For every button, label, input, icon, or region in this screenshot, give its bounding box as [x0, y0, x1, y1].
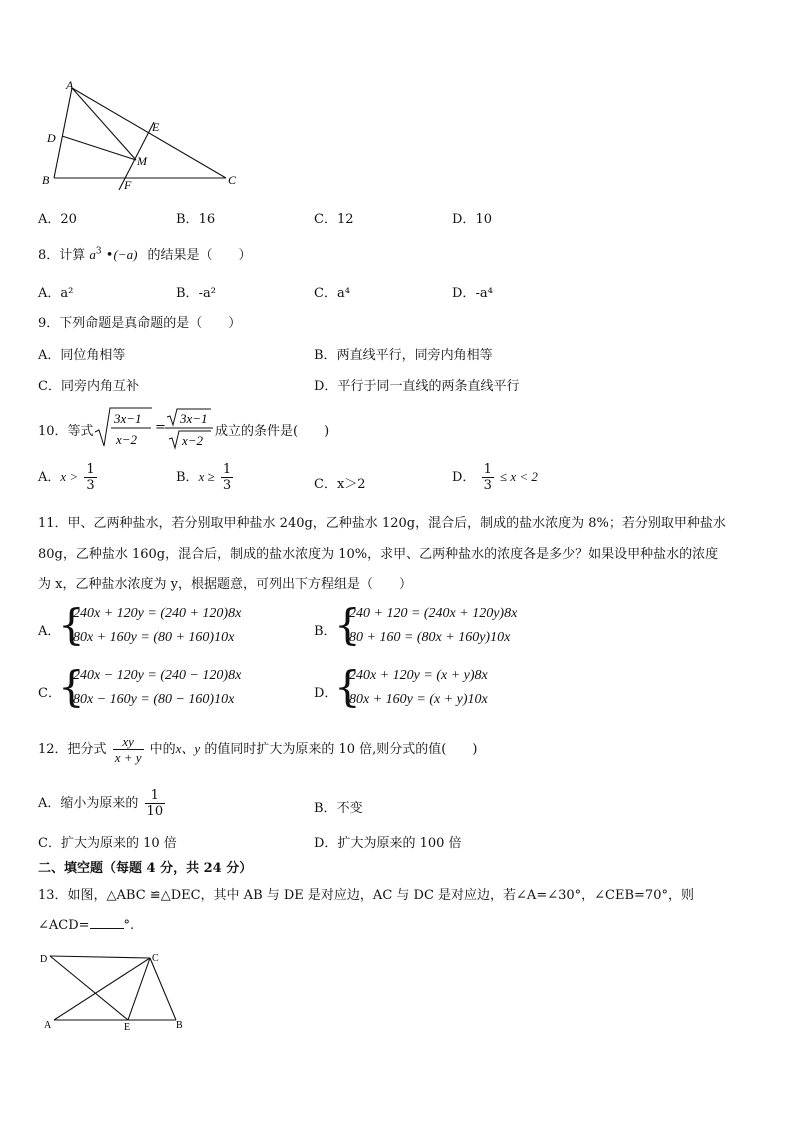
segment-cb [150, 958, 176, 1020]
q10-option-d: D． $\frac{1}{3}$ ≤ x < 2 [452, 462, 538, 493]
label-b: B [176, 1020, 183, 1031]
congruent-triangles-figure [36, 948, 196, 1032]
q10-option-c: C．x＞2 [314, 477, 366, 492]
q11-option-d-letter: D． [314, 686, 338, 701]
q10-radical-right [163, 406, 215, 450]
q11-option-a-brace: { [58, 600, 85, 649]
q11-option-c-letter: C． [38, 686, 61, 701]
q10-stem-suffix: 成立的条件是( ) [215, 424, 330, 439]
section-title: 二、填空题（每题 4 分，共 24 分） [38, 861, 253, 876]
label-c: C [228, 173, 237, 187]
q9-option-b: B．两直线平行，同旁内角相等 [314, 348, 493, 363]
q10-left-den: x−2 [116, 432, 138, 447]
q11-option-b-letter: B． [314, 624, 337, 639]
q9-option-c: C．同旁内角互补 [38, 379, 139, 394]
q11-option-a-letter: A． [38, 624, 61, 639]
q7-option-d: D．10 [452, 212, 492, 227]
q10-equals: = [155, 420, 166, 435]
q12-stem: 12．把分式 $\frac{xy}{x + y}$ 中的x、y 的值同时扩大为原来的 10 倍,则分式的值( ) [38, 734, 478, 765]
label-e: E [124, 1022, 131, 1032]
q7-option-a: A．20 [38, 212, 77, 227]
q11-option-c-eq2: 80x − 160y = (80 − 160)10x [73, 692, 235, 707]
q12-option-d: D．扩大为原来的 100 倍 [314, 836, 462, 851]
q11-option-d-brace: { [334, 662, 361, 711]
q12-option-c: C．扩大为原来的 10 倍 [38, 836, 177, 851]
q10-stem: 10．等式 [38, 424, 94, 439]
label-d: D [40, 954, 48, 965]
q11-stem-line-2: 80g，乙种盐水 160g，混合后，制成的盐水浓度为 10%，求甲、乙两种盐水的浓度各是多少？如果设甲种盐水的浓度 [38, 547, 719, 562]
answer-blank[interactable] [90, 916, 124, 929]
q8-option-c: C．a⁴ [314, 286, 350, 301]
q11-option-b-brace: { [334, 600, 361, 649]
q9-stem: 9．下列命题是真命题的是（ ） [38, 316, 242, 331]
segment-ab [54, 88, 72, 178]
q10-left-num: 3x−1 [114, 411, 142, 426]
q13-stem-line-2: ∠ACD= °. [38, 918, 135, 933]
q8-option-b: B．-a² [176, 286, 216, 301]
segment-de [50, 956, 128, 1020]
segment-dc [50, 956, 150, 958]
q11-option-b-eq2: 80 + 160 = (80x + 160y)10x [349, 630, 511, 645]
segment-ac [54, 958, 150, 1020]
q11-stem-line-3: 为 x，乙种盐水浓度为 y，根据题意，可列出下方程组是（ ） [38, 577, 412, 592]
label-a: A [66, 78, 74, 92]
q11-option-a-eq2: 80x + 160y = (80 + 160)10x [73, 630, 235, 645]
q10-option-b: B．x ≥ $\frac{1}{3}$ [176, 462, 232, 493]
q11-option-b-eq1: 240 + 120 = (240x + 120y)8x [349, 606, 518, 621]
q10-radical-left [94, 406, 154, 450]
label-c: C [152, 953, 159, 964]
q10-option-a: A．x > $\frac{1}{3}$ [38, 462, 95, 493]
q11-option-c-eq1: 240x − 120y = (240 − 120)8x [73, 668, 242, 683]
q8-stem: 8．计算 $a^3$ •(−a) 的结果是（ ） [38, 246, 252, 263]
label-e: E [152, 120, 160, 134]
label-d: D [47, 131, 56, 145]
q12-fraction: $\frac{xy}{x + y}$ [114, 734, 142, 765]
q11-option-c-brace: { [58, 662, 85, 711]
q8-option-a: A．a² [38, 286, 74, 301]
q9-option-a: A．同位角相等 [38, 348, 126, 363]
label-a: A [44, 1020, 52, 1031]
q11-option-d-eq2: 80x + 160y = (x + y)10x [349, 692, 488, 707]
q9-option-d: D．平行于同一直线的两条直线平行 [314, 379, 520, 394]
q10-right-den: x−2 [182, 433, 204, 448]
q13-stem-line-1: 13．如图，△ABC ≌△DEC，其中 AB 与 DE 是对应边，AC 与 DC 是对应边，若∠A=∠30°，∠CEB=70°，则 [38, 888, 694, 903]
q10-right-num: 3x−1 [180, 411, 208, 426]
q8-option-d: D．-a⁴ [452, 286, 493, 301]
q12-option-a: A．缩小为原来的 $\frac{1}{10}$ [38, 788, 164, 819]
q7-option-b: B．16 [176, 212, 216, 227]
q11-option-a-eq1: 240x + 120y = (240 + 120)8x [73, 606, 242, 621]
q7-option-c: C．12 [314, 212, 354, 227]
label-m: M [137, 154, 147, 168]
q12-option-b: B．不变 [314, 801, 363, 816]
label-b: B [42, 173, 50, 187]
q11-option-d-eq1: 240x + 120y = (x + y)8x [349, 668, 488, 683]
triangle-figure-1 [36, 78, 246, 193]
q11-stem-line-1: 11．甲、乙两种盐水，若分别取甲种盐水 240g，乙种盐水 120g，混合后，制成的盐水浓度为 8%；若分别取甲种盐水 [38, 516, 726, 531]
segment-ec [128, 958, 150, 1020]
segment-ac [72, 88, 226, 178]
label-f: F [124, 178, 132, 192]
